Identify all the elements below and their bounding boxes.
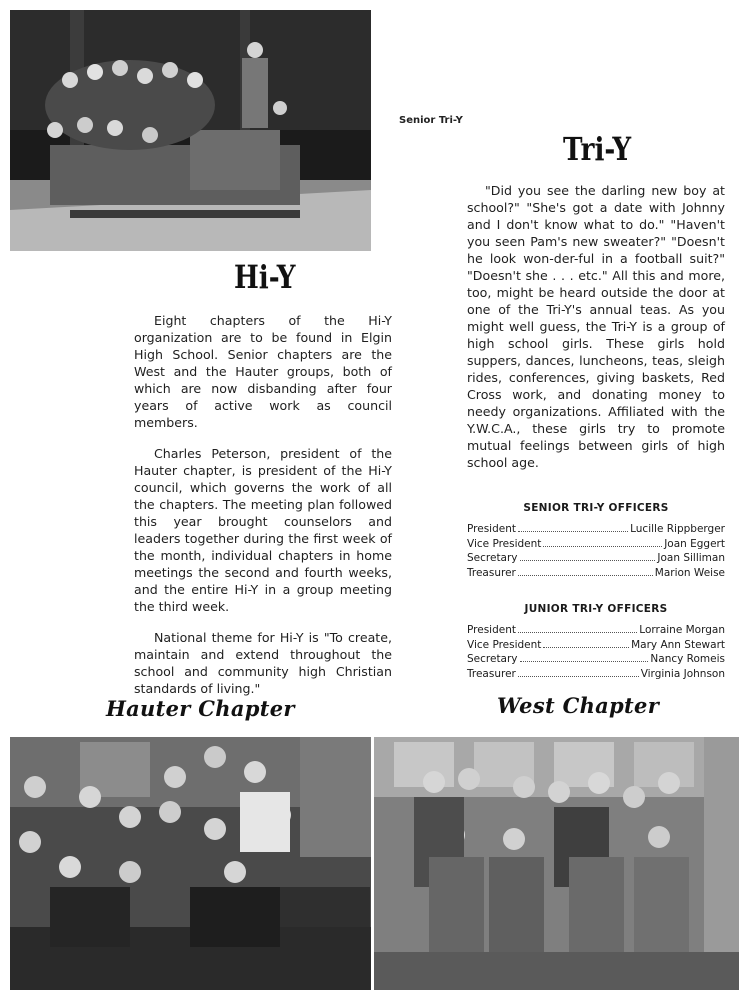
- officer-row: [467, 551, 725, 566]
- officer-role: President: [467, 523, 516, 535]
- officer-role: Vice President: [467, 537, 542, 550]
- officer-name: Lorraine Morgan: [639, 624, 725, 636]
- officer-role: Secretary: [467, 653, 518, 666]
- leader-dots: [520, 661, 649, 662]
- hiy-paragraph: National theme for Hi-Y is "To create, maintain and extend throughout the school and community high Christian standards of living.": [134, 630, 392, 696]
- leader-dots: [543, 546, 662, 547]
- officer-row: [467, 522, 725, 537]
- leader-dots: [518, 531, 628, 532]
- officer-name: Mary Ann Stewart: [631, 638, 725, 651]
- officer-role: President: [467, 624, 516, 636]
- officer-name: Marion Weise: [654, 566, 725, 579]
- officer-row: [467, 623, 725, 638]
- officer-row: [467, 566, 725, 581]
- triy-body-text: [467, 182, 725, 485]
- leader-dots: [518, 632, 637, 633]
- leader-dots: [520, 560, 656, 561]
- hiy-paragraph: Eight chapters of the Hi-Y organization are to be found in Elgin High School. Senior chapters are the West and the Hauter groups, both of which are now disbanding after four years of active work as council members.: [134, 313, 392, 430]
- hauter-chapter-photo: [10, 737, 371, 990]
- sleigh-ride-photo: [10, 10, 371, 251]
- senior-triy-photo-label: Senior Tri-Y: [399, 115, 463, 126]
- west-chapter-caption: West Chapter: [497, 693, 660, 718]
- officer-row: [467, 667, 725, 682]
- hauter-chapter-caption: Hauter Chapter: [106, 696, 295, 721]
- officer-role: Treasurer: [467, 667, 516, 680]
- officer-row: [467, 638, 725, 653]
- officer-name: Nancy Romeis: [650, 653, 725, 666]
- officer-role: Treasurer: [467, 566, 516, 579]
- hiy-paragraph: Charles Peterson, president of the Hauter chapter, is president of the Hi-Y council, which governs the work of all the chapters. The meeting plan followed this year brought counselors and leaders together during the first week of the month, individual chapters in home meetings the second and fourth weeks, and the entire Hi-Y in a group meeting the third week.: [134, 446, 392, 614]
- leader-dots: [518, 676, 639, 677]
- officer-name: Joan Eggert: [664, 537, 725, 550]
- officer-name: Joan Silliman: [657, 552, 725, 565]
- junior-officers-list: [467, 623, 725, 681]
- west-chapter-photo: [374, 737, 739, 990]
- leader-dots: [543, 647, 629, 648]
- triy-title: Tri-Y: [563, 130, 632, 168]
- officer-role: Secretary: [467, 552, 518, 565]
- officer-name: Virginia Johnson: [640, 667, 725, 680]
- hiy-title: Hi-Y: [234, 258, 296, 296]
- officer-name: Lucille Rippberger: [630, 523, 725, 535]
- junior-officers-heading: JUNIOR TRI-Y OFFICERS: [524, 603, 668, 615]
- hiy-body-text: [134, 312, 392, 711]
- senior-officers-list: [467, 522, 725, 580]
- triy-paragraph: "Did you see the darling new boy at school?" "She's got a date with Johnny and I don't know what to do." "Haven't you seen Pam's new sweater?" "Doesn't he look won-der-ful in a football suit?" "Doesn't she . . . etc." All this and more, too, might be heard outside the door at one of the Tri-Y's annual teas. As you might well guess, the Tri-Y is a group of high school girls. These girls hold suppers, dances, luncheons, teas, sleigh rides, conferences, giving baskets, Red Cross work, and donating money to needy organizations. Affiliated with the Y.W.C.A., these girls try to promote mutual feelings between girls of high school age.: [467, 183, 725, 470]
- senior-officers-heading: SENIOR TRI-Y OFFICERS: [523, 502, 669, 514]
- officer-row: [467, 652, 725, 667]
- leader-dots: [518, 575, 653, 576]
- officer-role: Vice President: [467, 638, 542, 651]
- officer-row: [467, 537, 725, 552]
